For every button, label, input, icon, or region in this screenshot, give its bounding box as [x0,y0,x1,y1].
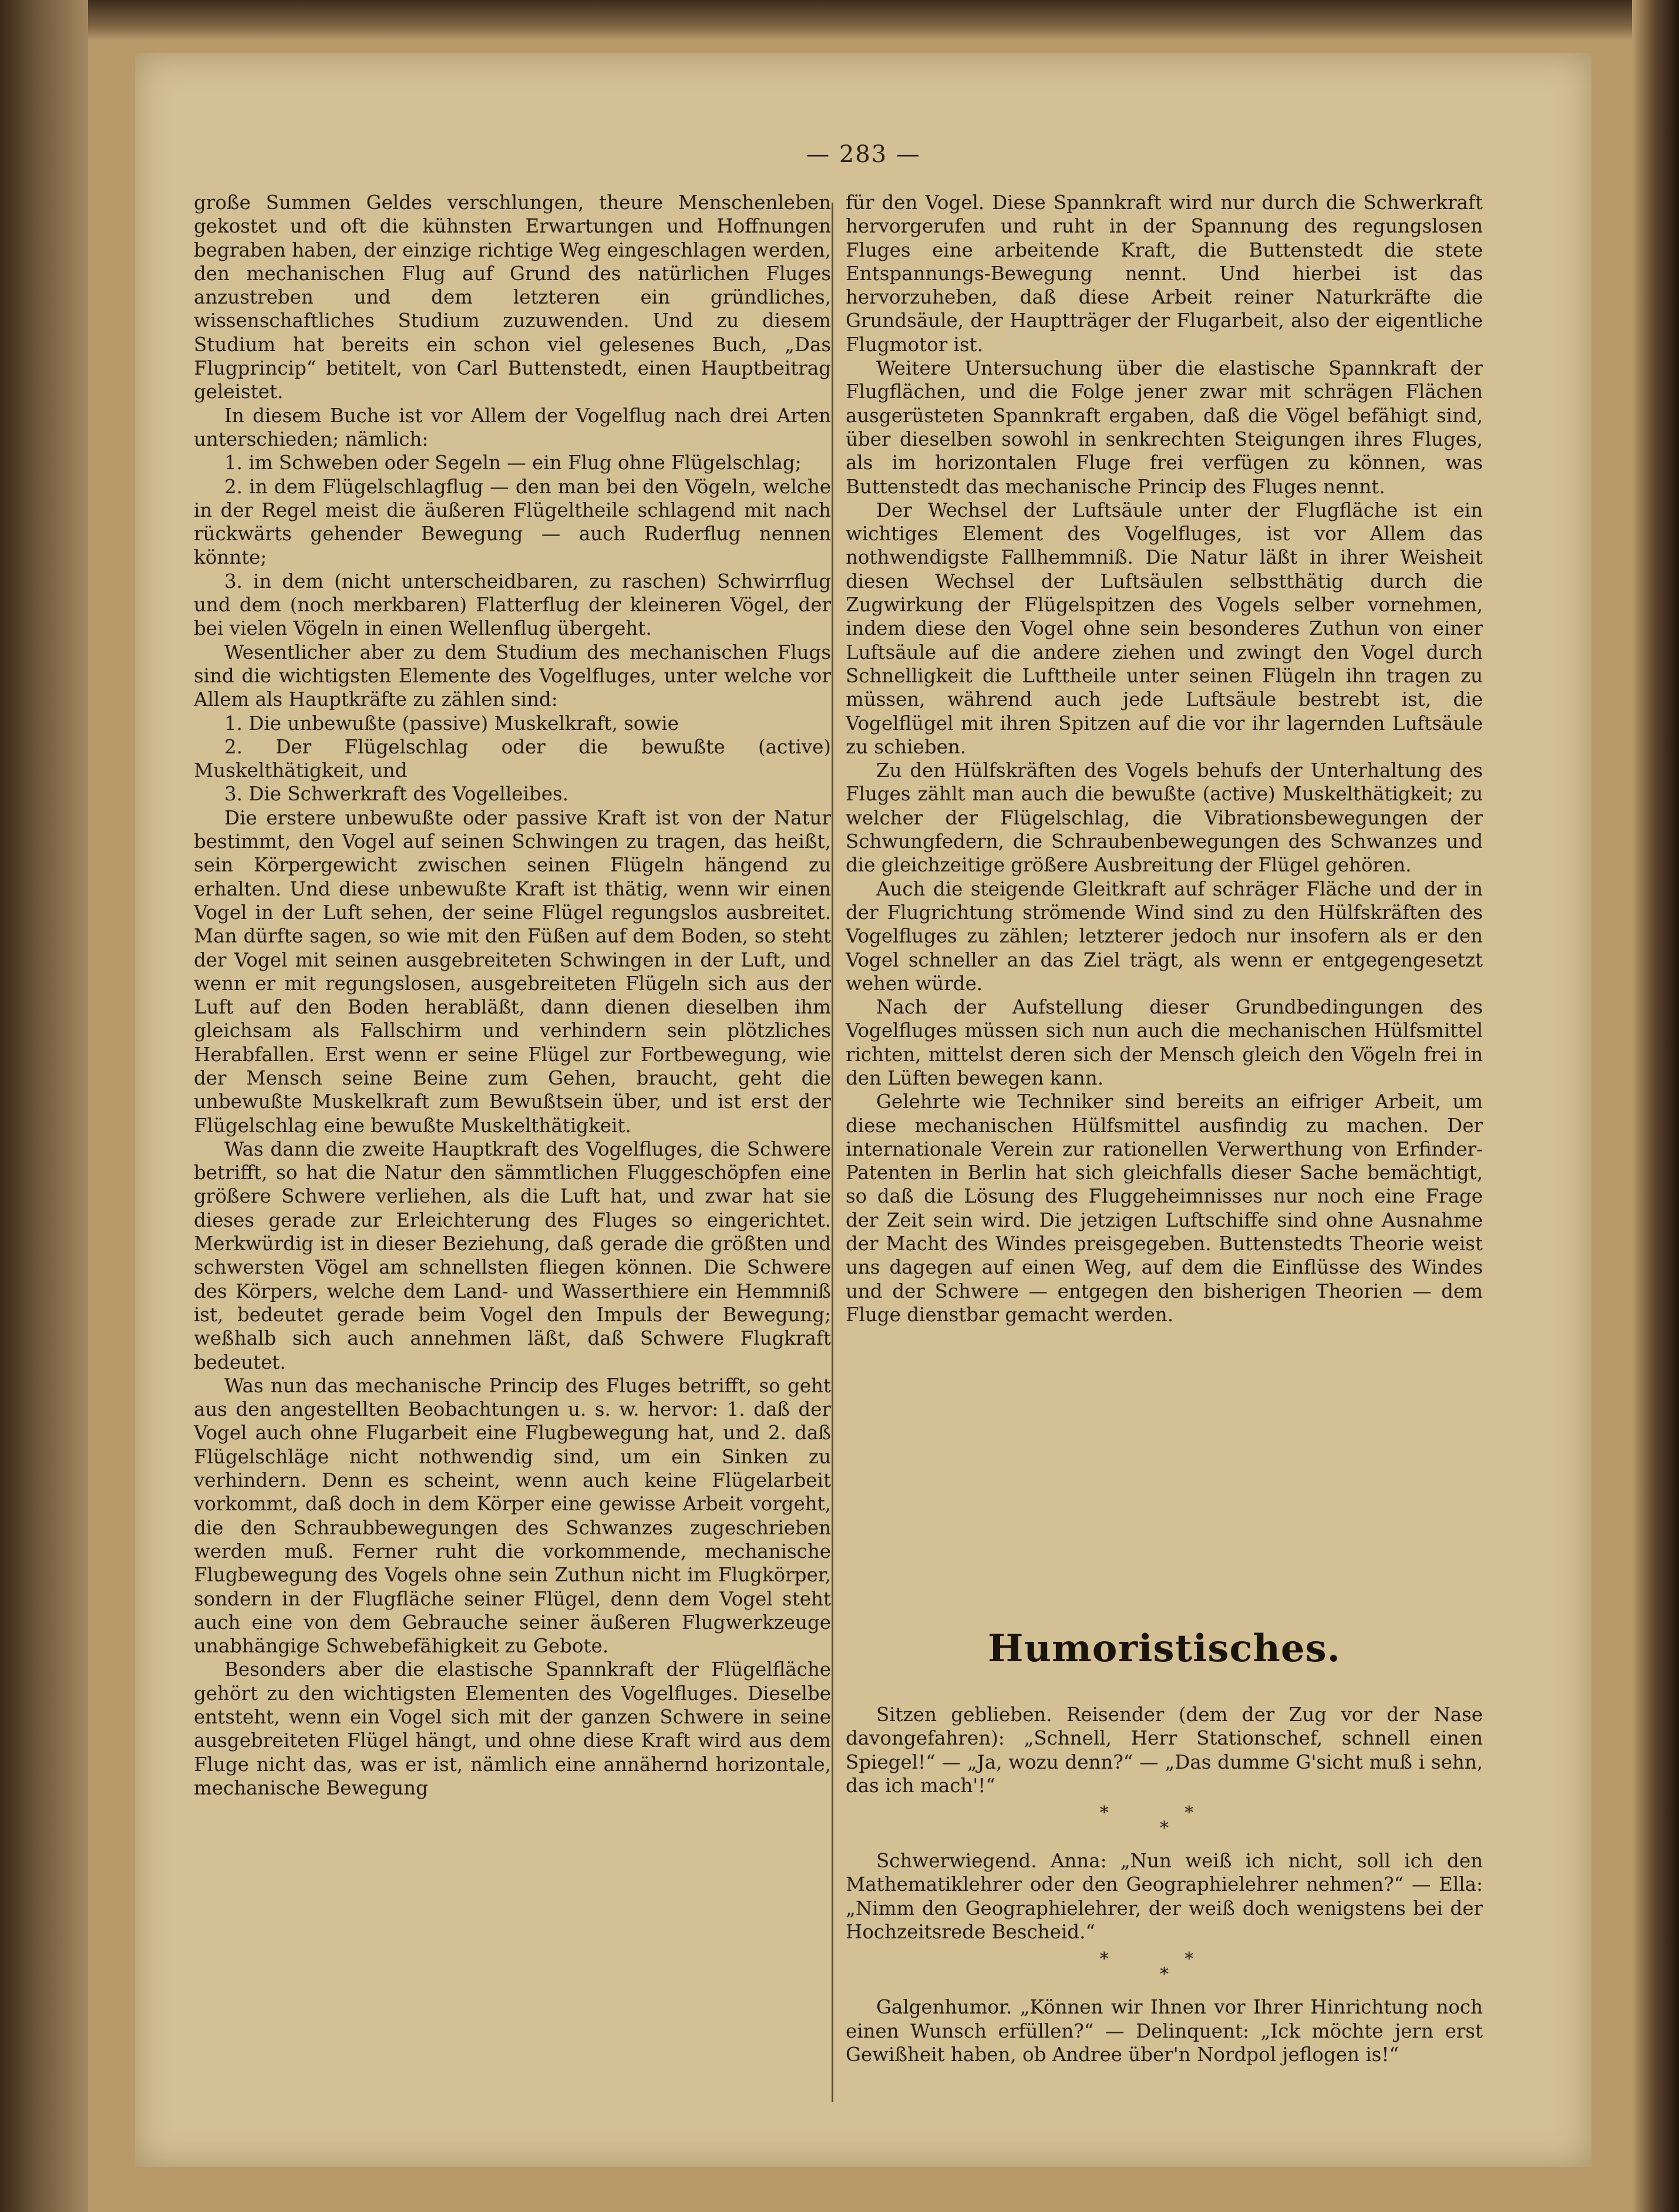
joke-item: Sitzen geblieben. Reisender (dem der Zug vor der Nase davongefahren): „Schnell, Herr Stationschef, schnell einen Spiegel!“ — „Ja, wozu denn?“ — „Das dumme G'sicht muß i sehn, das ich mach'!“ [846,1703,1483,1797]
list-item: 3. in dem (nicht unterscheidbaren, zu raschen) Schwirrflug und dem (noch merkbaren) Flatterflug der kleineren Vögel, der bei vielen Vögeln in einen Wellenflug übergeht. [194,570,831,640]
paragraph: Auch die steigende Gleitkraft auf schräger Fläche und der in der Flugrichtung strömende Wind sind zu den Hülfskräften des Vogelfluges zu zählen; letzterer jedoch nur insofern als er den Vogel schneller an das Ziel trägt, als wenn er entgegengesetzt wehen würde. [846,877,1483,995]
right-column [846,191,1483,1326]
list-item: 3. Die Schwerkraft des Vogelleibes. [224,783,568,806]
separator-stars [846,1949,1483,1985]
paragraph: Nach der Aufstellung dieser Grundbedingungen des Vogelfluges müssen sich nun auch die mechanischen Hülfsmittel richten, mittelst deren sich der Mensch gleich den Vögeln frei in den Lüften bewegen kann. [846,996,1483,1089]
list-item: 2. in dem Flügelschlagflug — den man bei den Vögeln, welche in der Regel meist die äußeren Flügeltheile schlagend mit nach rückwärts gehender Bewegung — auch Ruderflug nennen könnte; [194,475,831,569]
separator-stars [846,1803,1483,1839]
column-divider [832,203,833,2102]
page-number: — 283 — [806,141,921,168]
paragraph: Wesentlicher aber zu dem Studium des mechanischen Flugs sind die wichtigsten Elemente des Vogelfluges, unter welche vor Allem als Hauptkräfte zu zählen sind: [194,641,831,711]
separator-star: * [1160,1964,1169,1985]
scan-right-edge [1632,0,1679,2212]
paragraph: In diesem Buche ist vor Allem der Vogelflug nach drei Arten unterschieden; nämlich: [194,404,831,450]
left-column [194,191,831,1800]
humor-section [846,1703,1483,2066]
paragraph: Zu den Hülfskräften des Vogels behufs der Unterhaltung des Fluges zählt man auch die bewußte (active) Muskelthätigkeit; zu welcher der Flügelschlag, die Vibrationsbewegungen der Schwungfedern, die Schraubenbewegungen des Schwanzes und die gleichzeitige größere Ausbreitung der Flügel gehören. [846,759,1483,877]
section-heading: Humoristisches. [988,1627,1341,1671]
paragraph: Was dann die zweite Hauptkraft des Vogelfluges, die Schwere betrifft, so hat die Natur den sämmtlichen Fluggeschöpfen eine größere Schwere verliehen, als die Luft hat, und zwar hat sie dieses gerade zur Erleichterung des Fluges so eingerichtet. Merkwürdig ist in dieser Beziehung, daß gerade die größten und schwersten Vögel am schnellsten fliegen können. Die Schwere des Körpers, welche dem Land- und Wasserthiere ein Hemmniß ist, bedeutet gerade beim Vogel den Impuls der Bewegung; weßhalb sich auch annehmen läßt, daß Schwere Flugkraft bedeutet. [194,1137,831,1373]
joke-item: Galgenhumor. „Können wir Ihnen vor Ihrer Hinrichtung noch einen Wunsch erfüllen?“ — Delinquent: „Ick möchte jern erst Gewißheit haben, ob Andree über'n Nordpol jeflogen is!“ [846,1996,1483,2066]
list-item: 2. Der Flügelschlag oder die bewußte (active) Muskelthätigkeit, und [194,735,831,782]
paragraph: Was nun das mechanische Princip des Fluges betrifft, so geht aus den angestellten Beobachtungen u. s. w. hervor: 1. daß der Vogel auch ohne Flugarbeit eine Flugbewegung hat, und 2. daß Flügelschläge nicht nothwendig sind, um ein Sinken zu verhindern. Denn es scheint, wenn auch keine Flügelarbeit vorkommt, daß doch in dem Körper eine gewisse Arbeit vorgeht, die den Schraubbewegungen des Schwanzes zugeschrieben werden muß. Ferner ruht die vorkommende, mechanische Flugbewegung des Vogels ohne sein Zuthun nicht im Flugkörper, sondern in der Flugfläche seiner Flügel, denn dem Vogel steht auch eine von dem Gebrauche seiner äußeren Flugwerkzeuge unabhängige Schwebefähigkeit zu Gebote. [194,1374,831,1658]
paragraph: Die erstere unbewußte oder passive Kraft ist von der Natur bestimmt, den Vogel auf seinen Schwingen zu tragen, das heißt, sein Körpergewicht zwischen seinen Flügeln hängend zu erhalten. Und diese unbewußte Kraft ist thätig, wenn wir einen Vogel in der Luft sehen, der seine Flügel regungslos ausbreitet. Man dürfte sagen, so wie mit den Füßen auf dem Boden, so steht der Vogel mit seinen ausgebreiteten Schwingen in der Luft, und wenn er mit regungslosen, ausgebreiteten Flügeln sich aus der Luft auf den Boden herabläßt, dann dienen dieselben ihm gleichsam als Fallschirm und verhindern sein plötzliches Herabfallen. Erst wenn er seine Flügel zur Fortbewegung, wie der Mensch seine Beine zum Gehen, braucht, geht die unbewußte Muskelkraft zum Bewußtsein über, und ist erst der Flügelschlag eine bewußte Muskelthätigkeit. [194,806,831,1137]
joke-item: Schwerwiegend. Anna: „Nun weiß ich nicht, soll ich den Mathematiklehrer oder den Geographielehrer nehmen?“ — Ella: „Nimm den Geographielehrer, der weiß doch wenigstens bei der Hochzeitsrede Bescheid.“ [846,1850,1483,1944]
paragraph: Weitere Untersuchung über die elastische Spannkraft der Flugflächen, und die Folge jener zwar mit schrägen Flächen ausgerüsteten Spannkraft ergaben, daß die Vögel befähigt sind, über dieselben sowohl in senkrechten Steigungen ihres Fluges, als im horizontalen Fluge frei verfügen zu können, was Buttenstedt das mechanische Princip des Fluges nennt. [846,357,1483,498]
paragraph: Der Wechsel der Luftsäule unter der Flugfläche ist ein wichtiges Element des Vogelfluges, ist vor Allem das nothwendigste Fallhemmniß. Die Natur läßt in ihrer Weisheit diesen Wechsel der Luftsäulen selbstthätig durch die Zugwirkung der Flügelspitzen des Vogels selber vornehmen, indem diese den Vogel ohne sein besonderes Zuthun von einer Luftsäule auf die andere ziehen und zwingt den Vogel durch Schnelligkeit die Lufttheile unter seinen Flügeln ihn tragen zu müssen, während auch jede Luftsäule bestrebt ist, die Vogelflügel mit ihren Spitzen auf die vor ihr lagernden Luftsäule zu schieben. [846,499,1483,758]
paragraph: Besonders aber die elastische Spannkraft der Flügelfläche gehört zu den wichtigsten Elementen des Vogelfluges. Dieselbe entsteht, wenn ein Vogel sich mit der ganzen Schwere in seine ausgebreiteten Flügel hängt, und ohne diese Kraft wird aus dem Fluge nicht das, was er ist, nämlich eine annähernd horizontale, mechanische Bewegung [194,1658,831,1799]
paragraph: für den Vogel. Diese Spannkraft wird nur durch die Schwerkraft hervorgerufen und ruht in der Spannung des regungslosen Fluges eine arbeitende Kraft, die Buttenstedt die stete Entspannungs-Bewegung nennt. Und hierbei ist das hervorzuheben, daß diese Arbeit reiner Naturkräfte die Grundsäule, der Hauptträger der Flugarbeit, also der eigentliche Flugmotor ist. [846,191,1483,356]
scan-top-edge [88,0,1679,41]
separator-star: * [1160,1818,1169,1839]
separator-row: * * [1099,1949,1229,1970]
list-item: 1. Die unbewußte (passive) Muskelkraft, sowie [224,712,679,735]
document-page [135,53,1591,2167]
scan-left-edge [0,0,88,2212]
paragraph: Gelehrte wie Techniker sind bereits an eifriger Arbeit, um diese mechanischen Hülfsmittel ausfindig zu machen. Der internationale Verein zur rationellen Verwerthung von Erfinder-Patenten in Berlin hat sich gleichfalls dieser Sache bemächtigt, so daß die Lösung des Fluggeheimnisses nur noch eine Frage der Zeit sein wird. Die jetzigen Luftschiffe sind ohne Ausnahme der Macht des Windes preisgegeben. Buttenstedts Theorie weist uns dagegen auf einen Weg, auf dem die Einflüsse des Windes und der Schwere — entgegen den bisherigen Theorien — dem Fluge dienstbar gemacht werden. [846,1090,1483,1326]
paragraph: große Summen Geldes verschlungen, theure Menschenleben gekostet und oft die kühnsten Erwartungen und Hoffnungen begraben haben, der einzige richtige Weg eingeschlagen werden, den mechanischen Flug auf Grund des natürlichen Fluges anzustreben und dem letzteren ein gründliches, wissenschaftliches Studium zuzuwenden. Und zu diesem Studium hat bereits ein schon viel gelesenes Buch, „Das Flugprincip“ betitelt, von Carl Buttenstedt, einen Hauptbeitrag geleistet. [194,191,831,403]
separator-row: * * [1099,1803,1229,1824]
list-item: 1. im Schweben oder Segeln — ein Flug ohne Flügelschlag; [224,452,802,474]
